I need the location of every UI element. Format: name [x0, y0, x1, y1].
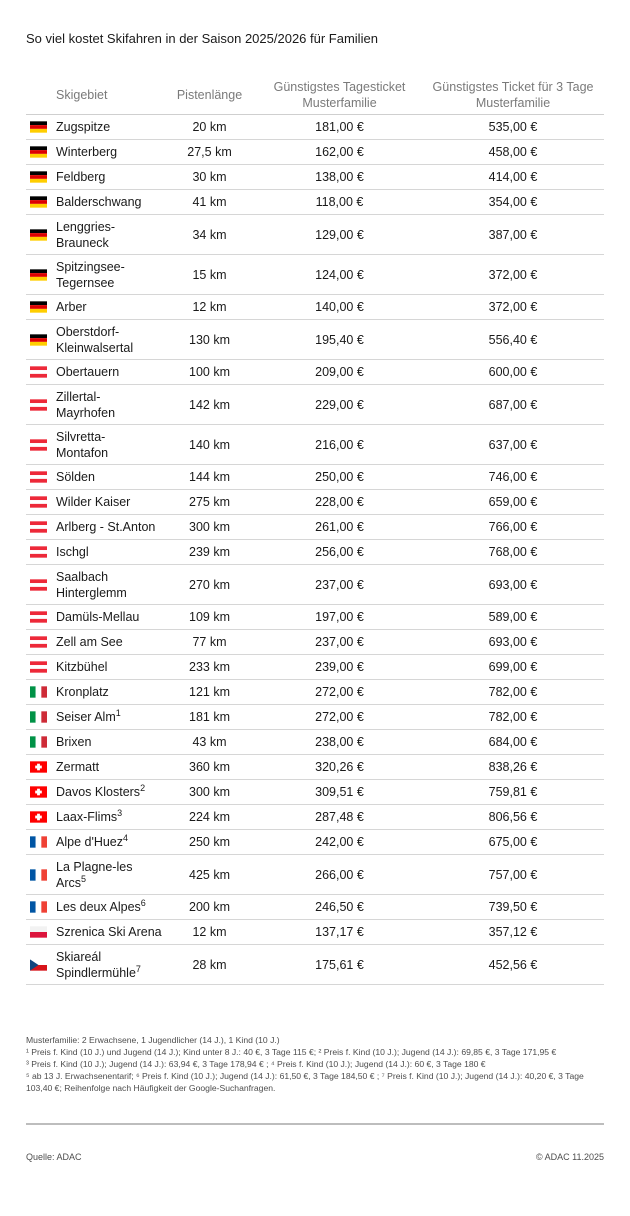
cell-tagesticket: 181,00 €: [257, 115, 422, 140]
table-row: [26, 805, 604, 830]
table-row: [26, 115, 604, 140]
skigebiet-name-line1: Saalbach: [56, 569, 109, 584]
cell-tagesticket: 118,00 €: [257, 190, 422, 215]
cell-skigebiet: [26, 630, 162, 655]
cell-dreitage: 556,40 €: [422, 320, 604, 360]
cell-pistenlaenge: 275 km: [162, 490, 257, 515]
at-flag-icon: [30, 496, 47, 508]
cell-skigebiet: [26, 920, 162, 945]
cell-pistenlaenge: 200 km: [162, 895, 257, 920]
cell-tagesticket: 124,00 €: [257, 255, 422, 295]
table-row: [26, 165, 604, 190]
cell-pistenlaenge: 300 km: [162, 780, 257, 805]
cell-tagesticket: 309,51 €: [257, 780, 422, 805]
table-row: [26, 945, 604, 985]
header-dreitage-line1: Günstigstes Ticket für 3 Tage: [432, 80, 594, 94]
skigebiet-name-line1: La Plagne-les: [56, 859, 133, 874]
cell-dreitage: 687,00 €: [422, 385, 604, 425]
cell-dreitage: 759,81 €: [422, 780, 604, 805]
table-row: [26, 490, 604, 515]
cell-dreitage: 757,00 €: [422, 855, 604, 895]
skigebiet-name-line1: Arber: [56, 300, 87, 314]
cell-tagesticket: 320,26 €: [257, 755, 422, 780]
skigebiet-name-line1: Obertauern: [56, 365, 120, 379]
table-row: [26, 680, 604, 705]
fr-flag-icon: [30, 836, 47, 848]
cell-skigebiet: [26, 655, 162, 680]
cell-tagesticket: 216,00 €: [257, 425, 422, 465]
skigebiet-name-line1: Les deux Alpes: [56, 900, 141, 914]
cell-dreitage: 414,00 €: [422, 165, 604, 190]
footnote-marker: 6: [140, 897, 146, 908]
cell-tagesticket: 272,00 €: [257, 705, 422, 730]
it-flag-icon: [30, 686, 47, 698]
cell-pistenlaenge: 28 km: [162, 945, 257, 985]
cell-skigebiet: [26, 255, 162, 295]
cell-tagesticket: 239,00 €: [257, 655, 422, 680]
skigebiet-name-line2: Arcs: [56, 875, 81, 890]
table-row: [26, 895, 604, 920]
cell-skigebiet: [26, 360, 162, 385]
de-flag-icon: [30, 269, 47, 281]
fr-flag-icon: [30, 869, 47, 881]
pl-flag-icon: [30, 926, 47, 938]
source-label: Quelle: ADAC: [26, 1152, 82, 1162]
cell-dreitage: 699,00 €: [422, 655, 604, 680]
cell-dreitage: 693,00 €: [422, 565, 604, 605]
cell-dreitage: 372,00 €: [422, 255, 604, 295]
skigebiet-name-line2: Hinterglemm: [56, 585, 127, 600]
skigebiet-name-line1: Damüls-Mellau: [56, 610, 140, 624]
cell-skigebiet: [26, 605, 162, 630]
cell-pistenlaenge: 140 km: [162, 425, 257, 465]
skigebiet-name-line1: Seiser Alm: [56, 710, 116, 724]
cell-tagesticket: 250,00 €: [257, 465, 422, 490]
at-flag-icon: [30, 636, 47, 648]
skigebiet-name-line1: Zell am See: [56, 635, 123, 649]
footnote-marker: 7: [135, 963, 141, 974]
de-flag-icon: [30, 146, 47, 158]
footnote-marker: 3: [117, 807, 123, 818]
footnote-line: Musterfamilie: 2 Erwachsene, 1 Jugendlicher (14 J.), 1 Kind (10 J.): [26, 1035, 280, 1045]
skigebiet-name-line2: Tegernsee: [56, 275, 115, 290]
cell-pistenlaenge: 34 km: [162, 215, 257, 255]
cell-tagesticket: 237,00 €: [257, 565, 422, 605]
cell-tagesticket: 266,00 €: [257, 855, 422, 895]
cell-pistenlaenge: 121 km: [162, 680, 257, 705]
skigebiet-name-line1: Spitzingsee-: [56, 259, 125, 274]
cell-dreitage: 684,00 €: [422, 730, 604, 755]
cell-pistenlaenge: 27,5 km: [162, 140, 257, 165]
cell-skigebiet: [26, 320, 162, 360]
table-row: [26, 540, 604, 565]
at-flag-icon: [30, 399, 47, 411]
cell-pistenlaenge: 425 km: [162, 855, 257, 895]
skigebiet-name-line2: Kleinwalsertal: [56, 340, 134, 355]
footnote-marker: 4: [123, 832, 129, 843]
skigebiet-name-line1: Brixen: [56, 735, 92, 749]
cell-dreitage: 746,00 €: [422, 465, 604, 490]
cell-pistenlaenge: 77 km: [162, 630, 257, 655]
cell-dreitage: 768,00 €: [422, 540, 604, 565]
skigebiet-name-line2: Montafon: [56, 445, 109, 460]
table-row: [26, 515, 604, 540]
header-dreitage: [422, 76, 604, 115]
cell-tagesticket: 238,00 €: [257, 730, 422, 755]
table-row: [26, 705, 604, 730]
footnote-marker: 5: [81, 873, 87, 884]
cell-dreitage: 452,56 €: [422, 945, 604, 985]
cell-skigebiet: [26, 680, 162, 705]
cell-skigebiet: [26, 540, 162, 565]
skigebiet-name-line1: Arlberg - St.Anton: [56, 520, 156, 534]
page-title: So viel kostet Skifahren in der Saison 2025/2026 für Familien: [26, 31, 378, 46]
footnote-marker: 2: [140, 782, 146, 793]
header-pistenlaenge: Pistenlänge: [162, 76, 257, 115]
cell-dreitage: 766,00 €: [422, 515, 604, 540]
cell-dreitage: 782,00 €: [422, 680, 604, 705]
it-flag-icon: [30, 736, 47, 748]
cell-tagesticket: 287,48 €: [257, 805, 422, 830]
cell-dreitage: 637,00 €: [422, 425, 604, 465]
cell-tagesticket: 261,00 €: [257, 515, 422, 540]
at-flag-icon: [30, 521, 47, 533]
header-tagesticket-line2: Musterfamilie: [302, 96, 377, 110]
skigebiet-name-line2: Mayrhofen: [56, 405, 116, 420]
cell-pistenlaenge: 43 km: [162, 730, 257, 755]
table-row: [26, 295, 604, 320]
ch-flag-icon: [30, 811, 47, 823]
ski-price-table: [26, 76, 604, 985]
skigebiet-name-line1: Laax-Flims: [56, 810, 118, 824]
cell-tagesticket: 272,00 €: [257, 680, 422, 705]
cell-dreitage: 659,00 €: [422, 490, 604, 515]
cell-skigebiet: [26, 515, 162, 540]
cell-pistenlaenge: 142 km: [162, 385, 257, 425]
footnote-line: ⁵ ab 13 J. Erwachsenentarif; ⁶ Preis f. Kind (10 J.); Jugend (14 J.): 61,50 €, 3 Tage 184,50 € ; ⁷ Preis f. Kind (10 J.); Jugend (14 J.): 40,20 €, 3 Tage 103,40 €; Reihenfolge nach Häufigkeit der Google-Suchanfragen.: [26, 1071, 584, 1093]
de-flag-icon: [30, 171, 47, 183]
cell-tagesticket: 209,00 €: [257, 360, 422, 385]
skigebiet-name-line1: Kitzbühel: [56, 660, 108, 674]
cell-pistenlaenge: 15 km: [162, 255, 257, 295]
cell-pistenlaenge: 360 km: [162, 755, 257, 780]
at-flag-icon: [30, 661, 47, 673]
cell-skigebiet: [26, 115, 162, 140]
cell-tagesticket: 195,40 €: [257, 320, 422, 360]
skigebiet-name-line1: Davos Klosters: [56, 785, 141, 799]
at-flag-icon: [30, 471, 47, 483]
cell-pistenlaenge: 20 km: [162, 115, 257, 140]
cell-dreitage: 739,50 €: [422, 895, 604, 920]
skigebiet-name-line1: Sölden: [56, 470, 95, 484]
cell-skigebiet: [26, 295, 162, 320]
cell-pistenlaenge: 270 km: [162, 565, 257, 605]
header-skigebiet: Skigebiet: [26, 76, 162, 115]
at-flag-icon: [30, 579, 47, 591]
cell-skigebiet: [26, 140, 162, 165]
fr-flag-icon: [30, 901, 47, 913]
header-dreitage-line2: Musterfamilie: [475, 96, 551, 110]
cell-tagesticket: 162,00 €: [257, 140, 422, 165]
skigebiet-name-line1: Zugspitze: [56, 120, 111, 134]
skigebiet-name-line1: Kronplatz: [56, 685, 109, 699]
cell-skigebiet: [26, 490, 162, 515]
table-row: [26, 855, 604, 895]
cell-tagesticket: 237,00 €: [257, 630, 422, 655]
cell-dreitage: 600,00 €: [422, 360, 604, 385]
table-row: [26, 655, 604, 680]
cell-skigebiet: [26, 425, 162, 465]
cell-skigebiet: [26, 780, 162, 805]
cell-pistenlaenge: 250 km: [162, 830, 257, 855]
ch-flag-icon: [30, 786, 47, 798]
cell-dreitage: 354,00 €: [422, 190, 604, 215]
cell-dreitage: 838,26 €: [422, 755, 604, 780]
skigebiet-name-line1: Szrenica Ski Arena: [56, 925, 162, 939]
skigebiet-name-line1: Zillertal-: [56, 389, 101, 404]
cell-pistenlaenge: 130 km: [162, 320, 257, 360]
at-flag-icon: [30, 611, 47, 623]
cell-dreitage: 806,56 €: [422, 805, 604, 830]
at-flag-icon: [30, 546, 47, 558]
cell-pistenlaenge: 239 km: [162, 540, 257, 565]
copyright-label: © ADAC 11.2025: [535, 1152, 604, 1162]
table-row: [26, 730, 604, 755]
cell-dreitage: 782,00 €: [422, 705, 604, 730]
cell-skigebiet: [26, 190, 162, 215]
cz-flag-icon: [30, 959, 47, 971]
cell-skigebiet: [26, 385, 162, 425]
cell-skigebiet: [26, 565, 162, 605]
cell-pistenlaenge: 12 km: [162, 295, 257, 320]
skigebiet-name-line1: Wilder Kaiser: [56, 495, 131, 509]
cell-dreitage: 357,12 €: [422, 920, 604, 945]
cell-skigebiet: [26, 705, 162, 730]
cell-skigebiet: [26, 730, 162, 755]
cell-dreitage: 535,00 €: [422, 115, 604, 140]
table-row: [26, 425, 604, 465]
table-row: [26, 830, 604, 855]
cell-dreitage: 693,00 €: [422, 630, 604, 655]
cell-tagesticket: 256,00 €: [257, 540, 422, 565]
it-flag-icon: [30, 711, 47, 723]
cell-pistenlaenge: 12 km: [162, 920, 257, 945]
table-row: [26, 320, 604, 360]
table-row: [26, 565, 604, 605]
de-flag-icon: [30, 301, 47, 313]
skigebiet-name-line2: Spindlermühle: [56, 965, 136, 980]
cell-dreitage: 458,00 €: [422, 140, 604, 165]
cell-dreitage: 589,00 €: [422, 605, 604, 630]
cell-tagesticket: 175,61 €: [257, 945, 422, 985]
cell-skigebiet: [26, 830, 162, 855]
table-row: [26, 630, 604, 655]
cell-pistenlaenge: 181 km: [162, 705, 257, 730]
cell-tagesticket: 229,00 €: [257, 385, 422, 425]
skigebiet-name-line1: Oberstdorf-: [56, 324, 120, 339]
cell-pistenlaenge: 300 km: [162, 515, 257, 540]
ch-flag-icon: [30, 761, 47, 773]
cell-dreitage: 675,00 €: [422, 830, 604, 855]
footnote-marker: 1: [115, 707, 121, 718]
skigebiet-name-line1: Alpe d'Huez: [56, 835, 124, 849]
cell-tagesticket: 140,00 €: [257, 295, 422, 320]
table-row: [26, 255, 604, 295]
table-row: [26, 755, 604, 780]
cell-tagesticket: 228,00 €: [257, 490, 422, 515]
skigebiet-name-line1: Winterberg: [56, 145, 118, 159]
cell-tagesticket: 246,50 €: [257, 895, 422, 920]
skigebiet-name-line1: Feldberg: [56, 170, 106, 184]
table-row: [26, 920, 604, 945]
header-tagesticket: [257, 76, 422, 115]
skigebiet-name-line2: Brauneck: [56, 235, 109, 250]
de-flag-icon: [30, 229, 47, 241]
skigebiet-name-line1: Balderschwang: [56, 195, 142, 209]
skigebiet-name-line1: Skiareál: [56, 949, 102, 964]
footnote-line: ¹ Preis f. Kind (10 J.) und Jugend (14 J.); Kind unter 8 J.: 40 €, 3 Tage 115 €; ² Preis f. Kind (10 J.); Jugend (14 J.): 69,85 €, 3 Tage 171,95 €: [26, 1047, 557, 1057]
table-row: [26, 140, 604, 165]
table-row: [26, 605, 604, 630]
footer-divider: [26, 1123, 604, 1125]
cell-skigebiet: [26, 165, 162, 190]
table-header-row: [26, 76, 604, 115]
cell-skigebiet: [26, 755, 162, 780]
skigebiet-name-line1: Silvretta-: [56, 429, 106, 444]
table-row: [26, 215, 604, 255]
cell-pistenlaenge: 41 km: [162, 190, 257, 215]
table-row: [26, 360, 604, 385]
de-flag-icon: [30, 121, 47, 133]
footnotes: [26, 1034, 606, 1094]
de-flag-icon: [30, 334, 47, 346]
cell-skigebiet: [26, 855, 162, 895]
cell-pistenlaenge: 100 km: [162, 360, 257, 385]
table-row: [26, 190, 604, 215]
cell-tagesticket: 197,00 €: [257, 605, 422, 630]
footnote-line: ³ Preis f. Kind (10 J.); Jugend (14 J.): 63,94 €, 3 Tage 178,94 € ; ⁴ Preis f. Kind (10 J.); Jugend (14 J.): 60 €, 3 Tage 180 €: [26, 1059, 486, 1069]
cell-skigebiet: [26, 945, 162, 985]
header-tagesticket-line1: Günstigstes Tagesticket: [273, 80, 406, 94]
cell-pistenlaenge: 233 km: [162, 655, 257, 680]
cell-skigebiet: [26, 805, 162, 830]
table-row: [26, 385, 604, 425]
skigebiet-name-line1: Lenggries-: [56, 219, 116, 234]
de-flag-icon: [30, 196, 47, 208]
cell-skigebiet: [26, 895, 162, 920]
cell-tagesticket: 138,00 €: [257, 165, 422, 190]
table-row: [26, 465, 604, 490]
skigebiet-name-line1: Zermatt: [56, 760, 100, 774]
cell-dreitage: 387,00 €: [422, 215, 604, 255]
table-row: [26, 780, 604, 805]
cell-dreitage: 372,00 €: [422, 295, 604, 320]
cell-skigebiet: [26, 215, 162, 255]
cell-pistenlaenge: 144 km: [162, 465, 257, 490]
at-flag-icon: [30, 439, 47, 451]
cell-skigebiet: [26, 465, 162, 490]
cell-tagesticket: 129,00 €: [257, 215, 422, 255]
cell-pistenlaenge: 224 km: [162, 805, 257, 830]
at-flag-icon: [30, 366, 47, 378]
cell-tagesticket: 242,00 €: [257, 830, 422, 855]
cell-pistenlaenge: 30 km: [162, 165, 257, 190]
cell-tagesticket: 137,17 €: [257, 920, 422, 945]
skigebiet-name-line1: Ischgl: [56, 545, 89, 559]
cell-pistenlaenge: 109 km: [162, 605, 257, 630]
